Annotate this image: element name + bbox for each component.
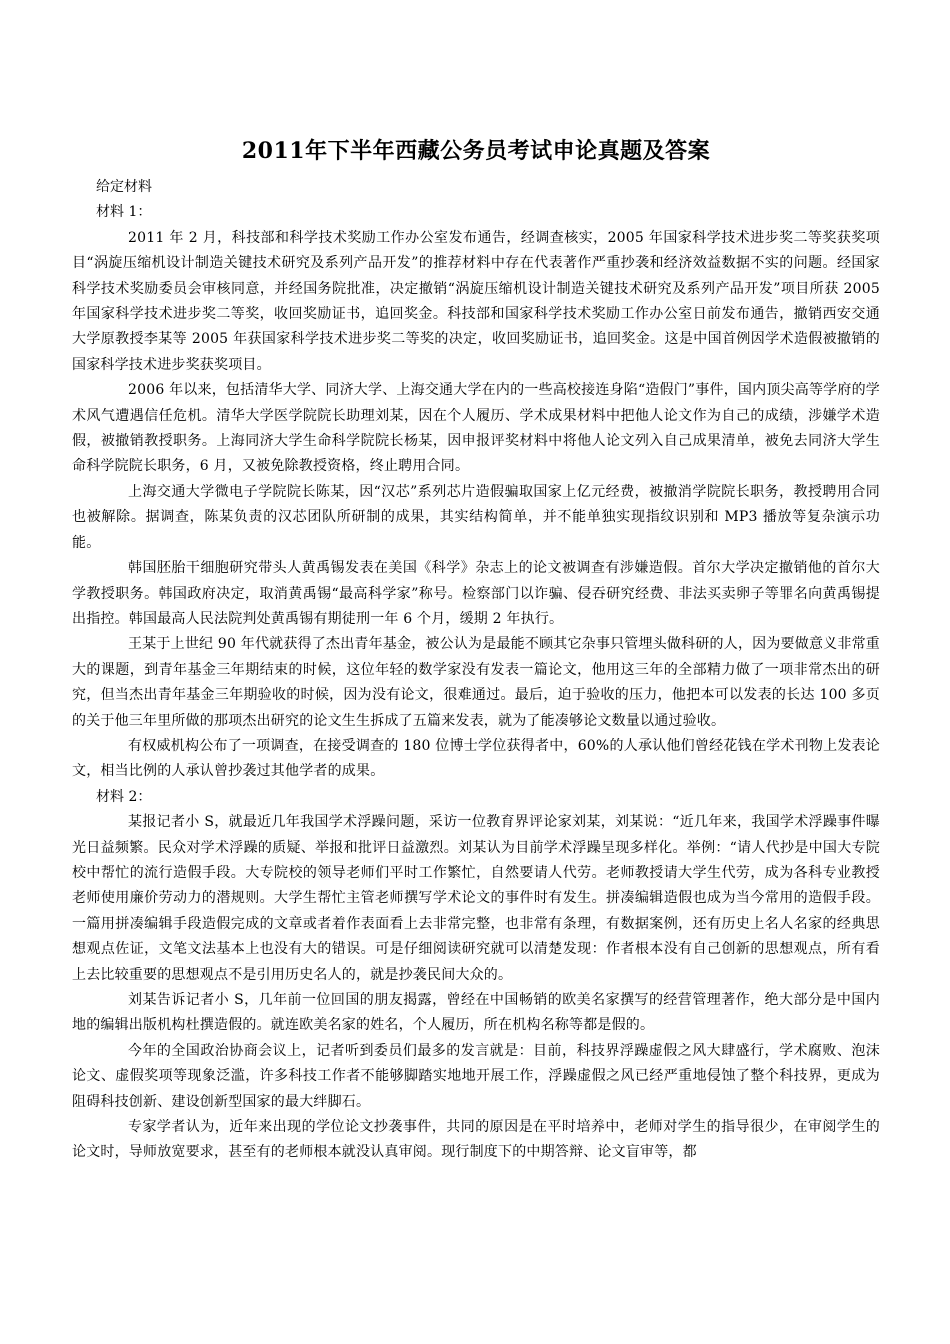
material-2-paragraph-4: 专家学者认为，近年来出现的学位论文抄袭事件，共同的原因是在平时培养中，老师对学生的指导很少，在审阅学生的论文时，导师放宽要求，甚至有的老师根本就没认真审阅。现行制度下的中期答辩、论文盲审等，都 (72, 1119, 880, 1161)
document-title: 2011年下半年西藏公务员考试申论真题及答案 (241, 138, 711, 164)
given-materials-heading: 给定材料 (96, 179, 152, 195)
document-page (72, 0, 880, 1344)
material-1-paragraph-6: 有权威机构公布了一项调查，在接受调查的 180 位博士学位获得者中，60%的人承认他们曾经花钱在学术刊物上发表论文，相当比例的人承认曾抄袭过其他学者的成果。 (72, 737, 880, 780)
material-1-paragraph-3: 上海交通大学微电子学院院长陈某，因“汉芯”系列芯片造假骗取国家上亿元经费，被撤消学院院长职务，教授聘用合同也被解除。据调查，陈某负责的汉芯团队所研制的成果，其实结构简单，并不能单独实现指纹识别和 MP3 播放等复杂演示功能。 (72, 483, 880, 551)
material-2-paragraph-2: 刘某告诉记者小 S，几年前一位回国的朋友揭露，曾经在中国畅销的欧美名家撰写的经营管理著作，绝大部分是中国内地的编辑出版机构杜撰造假的。就连欧美名家的姓名，个人履历，所在机构名称等都是假的。 (72, 992, 880, 1034)
material-2-label: 材料 2： (96, 788, 152, 805)
material-1-paragraph-4: 韩国胚胎干细胞研究带头人黄禹锡发表在美国《科学》杂志上的论文被调查有涉嫌造假。首尔大学决定撤销他的首尔大学教授职务。韩国政府决定，取消黄禹锡“最高科学家”称号。检察部门以诈骗、侵吞研究经费、非法买卖卵子等罪名向黄禹锡提出指控。韩国最高人民法院判处黄禹锡有期徒刑一年 6 个月，缓期 2 年执行。 (72, 560, 880, 627)
material-1-paragraph-5: 王某于上世纪 90 年代就获得了杰出青年基金，被公认为是最能不顾其它杂事只管埋头做科研的人，因为要做意义非常重大的课题，到青年基金三年期结束的时候，这位年轻的数学家没有发表一篇论文，他用这三年的全部精力做了一项非常杰出的研究，但当杰出青年基金三年期验收的时候，因为没有论文，很难通过。最后，迫于验收的压力，他把本可以发表的长达 100 多页的关于他三年里所做的那项杰出研究的论文生生拆成了五篇来发表，就为了能凑够论文数量以通过验收。 (72, 636, 880, 729)
material-1-paragraph-1: 2011 年 2 月，科技部和科学技术奖励工作办公室发布通告，经调查核实，2005 年国家科学技术进步奖二等奖获奖项目“涡旋压缩机设计制造关键技术研究及系列产品开发”的推荐材料中存在代表著作严重抄袭和经济效益数据不实的问题。经国家科学技术奖励委员会审核同意，并经国务院批准，决定撤销“涡旋压缩机设计制造关键技术研究及系列产品开发”项目所获 2005 年国家科学技术进步奖二等奖，收回奖励证书，追回奖金。科技部和国家科学技术奖励工作办公室日前发布通告，撤销西安交通大学原教授李某等 2005 年获国家科学技术进步奖二等奖的决定，收回奖励证书，追回奖金。这是中国首例因学术造假被撤销的国家科学技术进步奖获奖项目。 (72, 229, 880, 373)
material-1-paragraph-2: 2006 年以来，包括清华大学、同济大学、上海交通大学在内的一些高校接连身陷“造假门”事件，国内顶尖高等学府的学术风气遭遇信任危机。清华大学医学院院长助理刘某，因在个人履历、学术成果材料中把他人论文作为自己的成绩，涉嫌学术造假，被撤销教授职务。上海同济大学生命科学院院长杨某，因申报评奖材料中将他人论文列入自己成果清单，被免去同济大学生命科学院院长职务，6 月，又被免除教授资格，终止聘用合同。 (72, 382, 880, 475)
material-1-label: 材料 1： (96, 204, 152, 221)
document-body (72, 175, 880, 1166)
material-2-paragraph-3: 今年的全国政治协商会议上，记者听到委员们最多的发言就是：目前，科技界浮躁虚假之风大肆盛行，学术腐败、泡沫论文、虚假奖项等现象泛滥，许多科技工作者不能够脚踏实地地开展工作，浮躁虚假之风已经严重地侵蚀了整个科技界，更成为阻碍科技创新、建设创新型国家的最大绊脚石。 (72, 1042, 880, 1110)
material-2-paragraph-1: 某报记者小 S，就最近几年我国学术浮躁问题，采访一位教育界评论家刘某，刘某说：“近几年来，我国学术浮躁事件曝光日益频繁。民众对学术浮躁的质疑、举报和批评日益激烈。刘某认为目前学术浮躁呈现多样化。举例：“请人代抄是中国大专院校中帮忙的流行造假手段。大专院校的领导老师们平时工作繁忙，自然要请人代劳。老师教授请大学生代劳，成为各科专业教授老师使用廉价劳动力的潜规则。大学生帮忙主管老师撰写学术论文的事件时有发生。拼凑编辑造假也成为当今常用的造假手段。一篇用拼凑编辑手段造假完成的文章或者着作表面看上去非常完整，也非常有条理，有数据案例，还有历史上名人名家的经典思想观点佐证，文笔文法基本上也没有大的错误。可是仔细阅读研究就可以清楚发现：作者根本没有自己创新的思想观点，所有看上去比较重要的思想观点不是引用历史名人的，就是抄袭民间大众的。 (72, 814, 880, 983)
